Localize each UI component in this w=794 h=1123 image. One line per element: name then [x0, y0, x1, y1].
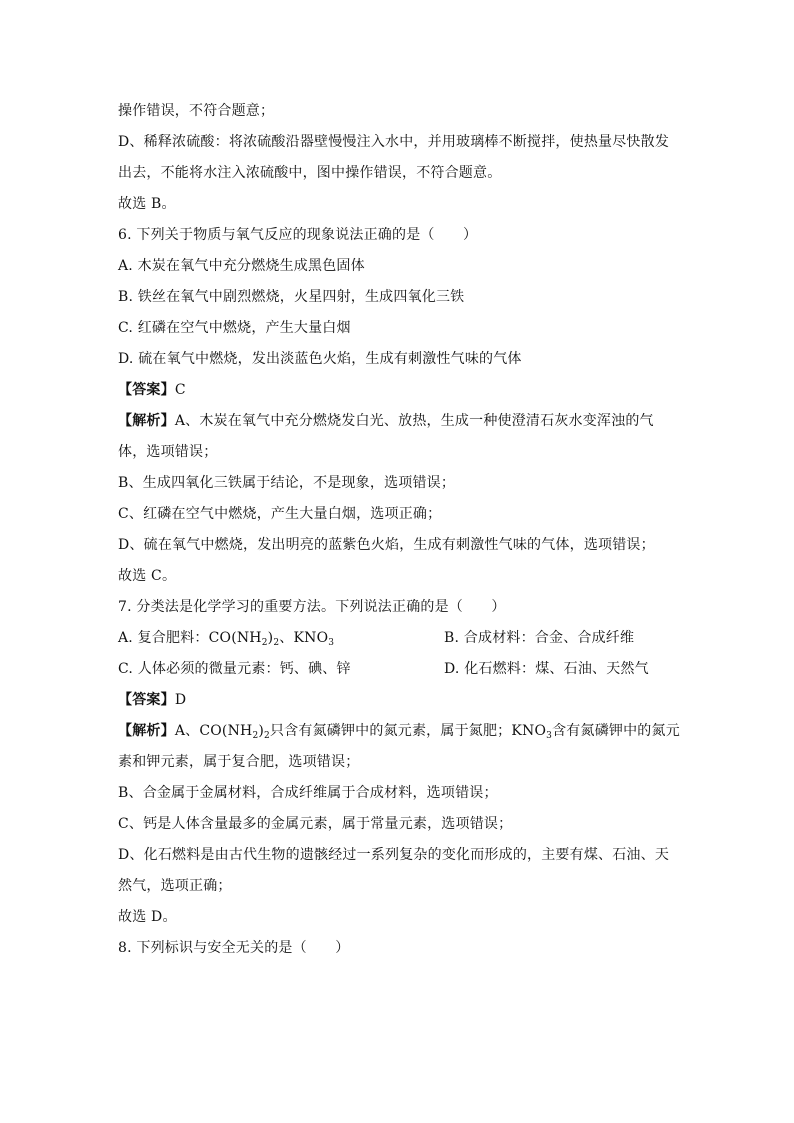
text-line: 素和钾元素，属于复合肥，选项错误； — [118, 754, 360, 770]
text-line: B、生成四氧化三铁属于结论，不是现象，选项错误； — [118, 475, 456, 491]
answer-value: C — [174, 382, 186, 398]
text-line: 体，选项错误； — [118, 444, 218, 460]
text-line: 故选 B。 — [118, 196, 176, 212]
question-6-analysis — [118, 406, 678, 437]
answer-label: 【答案】 — [118, 382, 175, 398]
text-line: D、稀释浓硫酸：将浓硫酸沿器壁慢慢注入水中，并用玻璃棒不断搅拌，使热量尽快散发 — [118, 134, 670, 150]
text-line: C、红磷在空气中燃烧，产生大量白烟，选项正确； — [118, 506, 442, 522]
analysis-text: 只含有氮磷钾中的氮元素，属于氮肥；KNO — [269, 723, 547, 739]
question-7-option-d: D. 化石燃料：煤、石油、天然气 — [444, 661, 649, 677]
question-6-option-a: A. 木炭在氧气中充分燃烧生成黑色固体 — [118, 258, 365, 274]
analysis-text: A、木炭在氧气中充分燃烧发白光、放热，生成一种使澄清石灰水变浑浊的气 — [174, 413, 654, 429]
document-page — [118, 96, 678, 964]
subscript: 2 — [273, 638, 280, 648]
analysis-text: ) — [258, 723, 265, 739]
text-line: D、硫在氧气中燃烧，发出明亮的蓝紫色火焰，生成有刺激性气味的气体，选项错误； — [118, 537, 655, 553]
question-6-option-b: B. 铁丝在氧气中剧烈燃烧，火星四射，生成四氧化三铁 — [118, 289, 465, 305]
question-6-option-c: C. 红磷在空气中燃烧，产生大量白烟 — [118, 320, 351, 336]
question-7-stem: 7. 分类法是化学学习的重要方法。下列说法正确的是（ ） — [118, 599, 506, 615]
text-line: 然气，选项正确； — [118, 878, 232, 894]
question-6-answer — [118, 375, 678, 406]
answer-label: 【答案】 — [118, 692, 175, 708]
subscript: 2 — [261, 638, 268, 648]
question-6-stem: 6. 下列关于物质与氧气反应的现象说法正确的是（ ） — [118, 227, 478, 243]
question-7-analysis — [118, 716, 678, 747]
subscript: 3 — [328, 638, 335, 648]
analysis-label: 【解析】 — [118, 413, 175, 429]
subscript: 3 — [546, 731, 553, 741]
question-7-option-c: C. 人体必须的微量元素：钙、碘、锌 — [118, 661, 351, 677]
question-7-answer — [118, 685, 678, 716]
question-8-stem: 8. 下列标识与安全无关的是（ ） — [118, 940, 350, 956]
question-7-option-b: B. 合成材料：合金、合成纤维 — [444, 630, 635, 646]
analysis-label: 【解析】 — [118, 723, 175, 739]
option-text: A. 复合肥料：CO(NH — [118, 630, 262, 646]
analysis-text: A、CO(NH — [174, 723, 253, 739]
question-7-options-row-2 — [118, 654, 678, 685]
option-text: 、KNO — [279, 630, 329, 646]
subscript: 2 — [264, 731, 270, 741]
question-7-option-a — [118, 630, 334, 646]
text-line: 操作错误，不符合题意； — [118, 103, 275, 119]
text-line: D、化石燃料是由古代生物的遗骸经过一系列复杂的变化而形成的，主要有煤、石油、天 — [118, 847, 670, 863]
text-line: 出去，不能将水注入浓硫酸中，图中操作错误，不符合题意。 — [118, 165, 502, 181]
text-line: 故选 C。 — [118, 568, 177, 584]
text-line: B、合金属于金属材料，合成纤维属于合成材料，选项错误； — [118, 785, 498, 801]
text-line: 故选 D。 — [118, 909, 177, 925]
option-text: ) — [267, 630, 274, 646]
question-6-option-d: D. 硫在氧气中燃烧，发出淡蓝色火焰，生成有刺激性气味的气体 — [118, 351, 522, 367]
text-line: C、钙是人体含量最多的金属元素，属于常量元素，选项错误； — [118, 816, 513, 832]
subscript: 2 — [252, 731, 259, 741]
answer-value: D — [174, 692, 187, 708]
analysis-text: 含有氮磷钾中的氮元 — [552, 723, 680, 739]
question-7-options-row-1 — [118, 623, 678, 654]
